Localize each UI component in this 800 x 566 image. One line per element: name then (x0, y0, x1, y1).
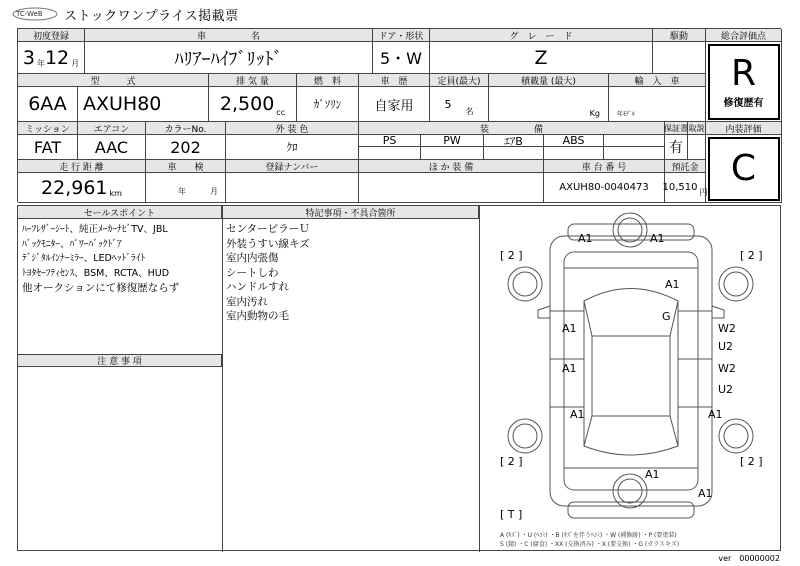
damage-mark: A1 (698, 487, 713, 500)
grade-value: Z (430, 42, 653, 74)
label-fuel: 燃 料 (297, 74, 359, 87)
overall-grade: R (730, 53, 756, 94)
model-value: AXUH80 (78, 87, 209, 122)
other-equipment-cell (359, 173, 544, 203)
month-unit: 月 (71, 59, 80, 68)
label-door-shape: ドア・形状 (373, 29, 430, 42)
first-reg-value (18, 42, 85, 74)
equip-ps: PS (359, 135, 421, 147)
sales-point: ﾊｰﾌﾚｻﾞｰｼｰﾄ、純正ﾒｰｶｰﾅﾋﾞTV、JBL (22, 224, 168, 235)
damage-mark: W2 (718, 362, 736, 375)
label-caution: 注 意 事 項 (18, 354, 222, 367)
manual-value (688, 135, 706, 160)
label-chassis-no: 車 台 番 号 (544, 160, 665, 173)
cc-unit: cc (276, 108, 286, 117)
damage-mark: A1 (650, 232, 665, 245)
inspection-month-unit: 月 (210, 187, 218, 196)
sales-points-list (22, 223, 220, 353)
reg-plate-cell (226, 173, 359, 203)
label-load: 積載量 (最大) (489, 74, 609, 87)
mileage-cell (18, 173, 146, 203)
special-note: 室内動物の毛 (226, 310, 289, 322)
label-interior-eval: 内装評価 (706, 122, 782, 135)
label-name: 車 名 (85, 29, 373, 42)
drive-value (653, 42, 706, 74)
exterior-color-value: ｸﾛ (226, 135, 359, 160)
door-shape-value: 5・W (373, 42, 430, 74)
equip-pw: PW (421, 135, 484, 147)
damage-legend-line-1: A (ｷｽﾞ) ・U (ﾍｺﾐ) ・B (ｷｽﾞを伴うﾍｺﾐ) ・W (補修跡) ・P (要塗装) (500, 532, 677, 539)
warranty-value: 有 (665, 135, 688, 160)
bottom-section (17, 205, 781, 551)
capacity-value: 5 (444, 97, 452, 111)
mileage-value: 22,961 (41, 176, 108, 199)
inspection-year-unit: 年 (178, 187, 186, 196)
deposit-cell (662, 173, 708, 203)
damage-mark: W2 (718, 322, 736, 335)
model-year-unit: 年ﾓﾃﾞﾙ (617, 111, 636, 118)
label-drive: 駆動 (653, 29, 706, 42)
label-deposit: 預託金 (665, 160, 706, 173)
equip-blank-2 (359, 147, 421, 160)
label-inspection: 車 検 (146, 160, 226, 173)
damage-mark: U2 (718, 383, 734, 396)
interior-grade: C (730, 148, 757, 189)
label-special-notes: 特記事項・不具合箇所 (223, 206, 479, 219)
label-grade: グ レ ー ド (430, 29, 653, 42)
damage-mark: A1 (645, 468, 660, 481)
interior-eval-cell (706, 135, 782, 203)
bracket-trunk: [ T ] (500, 508, 523, 521)
interior-eval-box (708, 137, 780, 201)
label-overall-eval: 総合評価点 (706, 29, 782, 42)
car-outline (480, 206, 782, 552)
car-damage-diagram (480, 206, 782, 552)
yen-unit: 円 (699, 188, 708, 197)
equip-blank-5 (544, 147, 604, 160)
displacement-value: 2,500 (219, 93, 275, 115)
label-displacement: 排 気 量 (209, 74, 297, 87)
equip-blank-6 (604, 147, 665, 160)
load-cell (489, 87, 609, 122)
special-note: 外装うすい線キズ (226, 237, 310, 250)
form-title: ストックワンプライス掲載票 (64, 9, 239, 24)
special-notes-list (226, 222, 476, 332)
km-unit: km (109, 189, 122, 198)
capacity-unit: 名 (465, 107, 474, 116)
car-name: ﾊﾘｱｰﾊｲﾌﾞﾘｯﾄﾞ (85, 42, 373, 74)
label-model: 型 式 (18, 74, 209, 87)
damage-mark: G (662, 310, 671, 323)
overall-eval-cell (706, 42, 782, 122)
equip-blank-3 (421, 147, 484, 160)
special-note: 室内汚れ (226, 295, 268, 308)
label-manual: 取説 (688, 122, 706, 135)
label-warranty: 保証書 (665, 122, 688, 135)
label-aircon: エアコン (78, 122, 146, 135)
equip-airbag: ｴｱB (484, 135, 544, 147)
label-first-reg: 初度登録 (18, 29, 85, 42)
aircon-value: AAC (78, 135, 146, 160)
version-label: ver 00000002 (718, 554, 780, 563)
label-exterior-color: 外 装 色 (226, 122, 359, 135)
fuel-value: ｶﾞｿﾘﾝ (297, 87, 359, 122)
overall-note: 修復歴有 (723, 98, 764, 109)
mission-value: FAT (18, 135, 78, 160)
special-note: センターピラーＵ (226, 223, 310, 235)
damage-legend-line-2: S (錆) ・C (腐食) ・XX (交換済み) ・X (要交換) ・G (ガラスキズ) (500, 541, 680, 548)
reg-month: 12 (44, 46, 70, 69)
vehicle-info-table (17, 28, 781, 202)
overall-eval-box (708, 44, 780, 120)
inspection-cell (146, 173, 226, 203)
sales-point: 他オークションにて修復歴ならず (22, 282, 180, 294)
year-unit: 年 (36, 59, 45, 68)
label-capacity: 定員(最大) (430, 74, 489, 87)
sales-point: ﾊﾞｯｸﾓﾆﾀｰ、ﾊﾟﾜｰﾊﾞｯｸﾄﾞｱ (22, 238, 122, 250)
bracket-front-left: [ 2 ] (500, 249, 523, 262)
damage-mark: A1 (562, 322, 577, 335)
special-note: ハンドルすれ (226, 281, 289, 293)
chassis-no-value: AXUH80-0040473 (544, 173, 665, 203)
history-value: 自家用 (359, 87, 430, 122)
damage-mark: A1 (665, 278, 680, 291)
bracket-rear-left: [ 2 ] (500, 455, 523, 468)
label-mileage: 走 行 距 離 (18, 160, 146, 173)
damage-mark: A1 (578, 232, 593, 245)
equip-blank (604, 135, 665, 147)
kg-unit: Kg (589, 109, 600, 118)
sales-point: ﾃﾞｼﾞﾀﾙｲﾝﾅｰﾐﾗｰ、LEDﾍｯﾄﾞﾗｲﾄ (22, 253, 146, 264)
damage-mark: U2 (718, 340, 734, 353)
label-reg-plate: 登録ナンバー (226, 160, 359, 173)
deposit-value: 10,510 (662, 182, 698, 193)
divider-left (222, 206, 223, 552)
model-prefix: 6AA (18, 87, 78, 122)
bracket-front-right: [ 2 ] (740, 249, 763, 262)
tc-web-logo (10, 5, 60, 21)
label-color-no: カラーNo. (146, 122, 226, 135)
special-note: シートしわ (226, 266, 279, 279)
equip-blank-4 (484, 147, 544, 160)
reg-year: 3 (22, 46, 35, 69)
special-note: 室内内張傷 (226, 252, 279, 264)
label-sales-points: セールスポイント (18, 206, 222, 219)
sales-point: ﾄﾖﾀｾｰﾌﾃｨｾﾝｽ、BSM、RCTA、HUD (22, 267, 170, 279)
equip-abs: ABS (544, 135, 604, 147)
label-import: 輸 入 車 (609, 74, 706, 87)
damage-mark: A1 (562, 362, 577, 375)
color-no-value: 202 (146, 135, 226, 160)
damage-mark: A1 (570, 408, 585, 421)
displacement-cell (209, 87, 297, 122)
import-cell (609, 87, 706, 122)
damage-mark: A1 (708, 408, 723, 421)
svg-text:TC-WeB: TC-WeB (16, 10, 43, 18)
label-other-equipment: ほ か 装 備 (359, 160, 544, 173)
label-equipment: 装 備 (359, 122, 665, 135)
label-mission: ミッション (18, 122, 78, 135)
capacity-cell (430, 87, 489, 122)
label-history: 車 歴 (359, 74, 430, 87)
bracket-rear-right: [ 2 ] (740, 455, 763, 468)
